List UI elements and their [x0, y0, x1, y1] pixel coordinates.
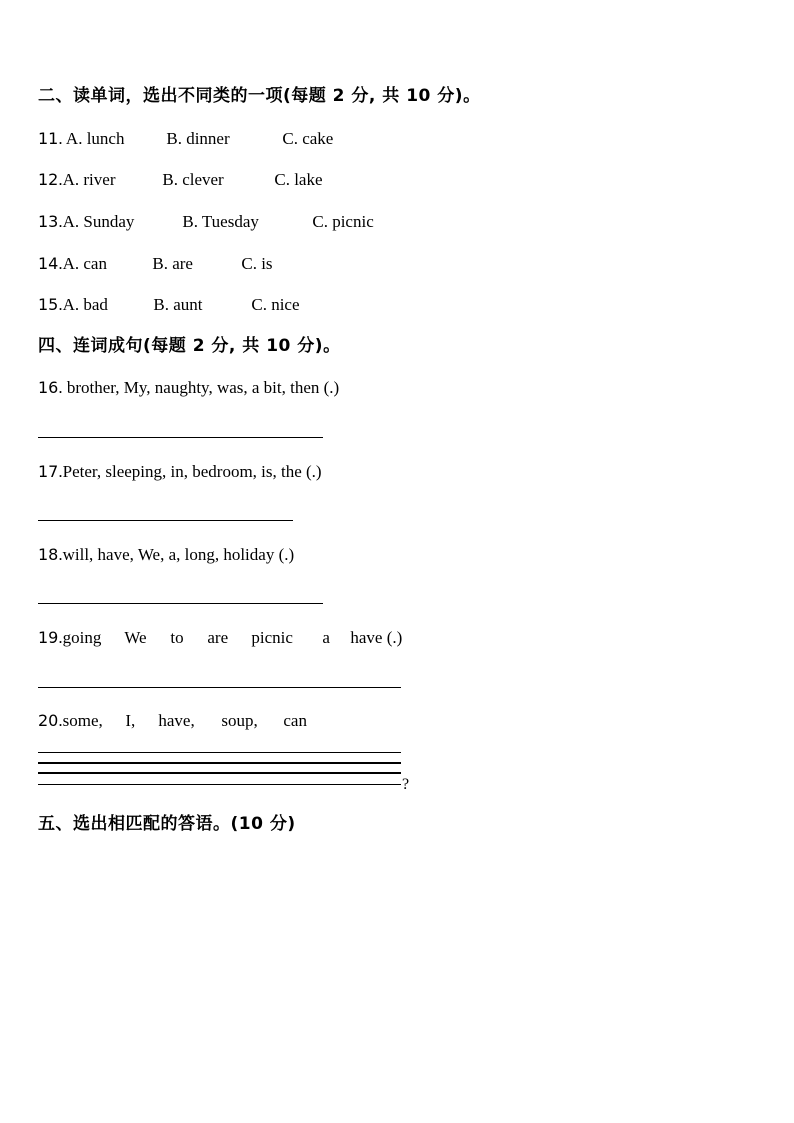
answer-line-16[interactable]: [38, 437, 323, 438]
question-mark: ?: [402, 776, 410, 793]
option-c: C. cake: [282, 129, 334, 148]
question-number: 20: [38, 711, 59, 730]
word: to: [170, 628, 184, 647]
option-a: .A. bad: [58, 295, 108, 314]
question-17: [38, 462, 322, 482]
option-b: B. aunt: [153, 295, 203, 314]
question-14: [38, 254, 273, 274]
answer-line-18[interactable]: [38, 603, 323, 604]
question-12: [38, 170, 323, 190]
question-11: [38, 129, 333, 149]
answer-line-20c[interactable]: [38, 772, 401, 774]
option-a: .A. can: [58, 254, 107, 273]
word: picnic: [251, 628, 293, 647]
question-19: [38, 628, 402, 648]
question-text: . brother, My, naughty, was, a bit, then (.): [58, 378, 340, 397]
option-a: .A. river: [58, 170, 116, 189]
answer-line-20d[interactable]: [38, 784, 401, 785]
option-a: . A. lunch: [58, 129, 125, 148]
word: can: [283, 711, 307, 730]
option-b: B. dinner: [166, 129, 230, 148]
question-text: .Peter, sleeping, in, bedroom, is, the (.): [58, 462, 322, 481]
option-b: B. are: [152, 254, 193, 273]
option-a: .A. Sunday: [58, 212, 135, 231]
option-c: C. is: [241, 254, 273, 273]
word: are: [207, 628, 229, 647]
question-number: 15: [38, 295, 59, 314]
word: .going: [58, 628, 102, 647]
word: have (.): [350, 628, 403, 647]
answer-line-20a[interactable]: [38, 752, 401, 753]
question-text: .will, have, We, a, long, holiday (.): [58, 545, 295, 564]
question-number: 11: [38, 129, 59, 148]
question-number: 14: [38, 254, 59, 273]
question-20: [38, 711, 307, 731]
section-5-title: 五、选出相匹配的答语。(10 分): [38, 814, 296, 834]
question-15: [38, 295, 300, 315]
question-16: [38, 378, 339, 398]
answer-line-20b[interactable]: [38, 762, 401, 764]
question-13: [38, 212, 374, 232]
section-2-title: 二、读单词，选出不同类的一项(每题 2 分, 共 10 分)。: [38, 86, 481, 106]
option-b: B. Tuesday: [182, 212, 259, 231]
question-number: 13: [38, 212, 59, 231]
option-c: C. picnic: [312, 212, 374, 231]
word: I,: [125, 711, 136, 730]
section-4-title: 四、连词成句(每题 2 分, 共 10 分)。: [38, 336, 341, 356]
option-c: C. lake: [274, 170, 323, 189]
option-b: B. clever: [162, 170, 224, 189]
word: .some,: [58, 711, 103, 730]
question-number: 19: [38, 628, 59, 647]
option-c: C. nice: [251, 295, 300, 314]
word: soup,: [221, 711, 258, 730]
question-number: 12: [38, 170, 59, 189]
question-number: 16: [38, 378, 59, 397]
word: a: [322, 628, 330, 647]
word: We: [124, 628, 147, 647]
answer-line-19[interactable]: [38, 687, 401, 688]
answer-line-17[interactable]: [38, 520, 293, 521]
question-number: 18: [38, 545, 59, 564]
question-number: 17: [38, 462, 59, 481]
word: have,: [158, 711, 195, 730]
question-18: [38, 545, 294, 565]
